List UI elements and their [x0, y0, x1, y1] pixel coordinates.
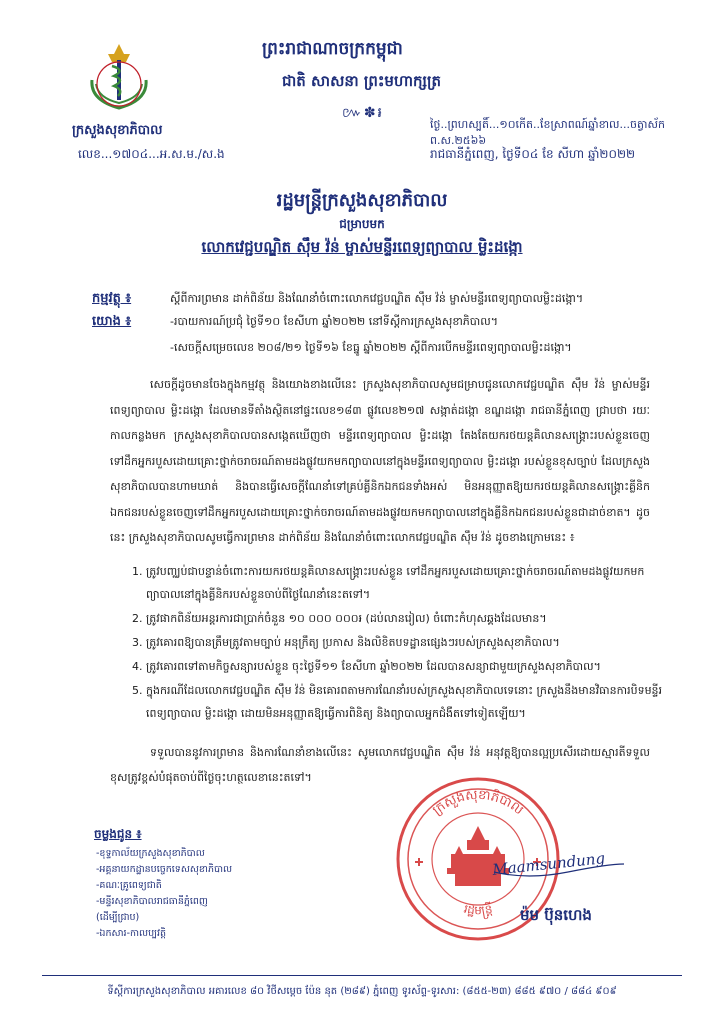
reference-number: លេខ...១៧០៤...អ.ស.ម./ស.ង — [78, 147, 225, 161]
decision-item: 4. ត្រូវគោរពទៅតាមកិច្ចសន្យារបស់ខ្លួន ចុះថ្ងៃទី១១ ខែសីហា ឆ្នាំ២០២២ ដែលបានសន្យាជាមួយក្រសួងសុខាភិបាល។ — [146, 655, 671, 678]
ministry-name: ក្រសួងសុខាភិបាល — [72, 123, 163, 138]
kingdom-title: ព្រះរាជាណាចក្រកម្ពុជា — [262, 39, 403, 59]
cc-item: -គណៈគ្រូពេទ្យជាតិ — [96, 880, 162, 891]
solar-date: រាជធានីភ្នំពេញ, ថ្ងៃទី០៤ ខែ សីហា ឆ្នាំ២០២២ — [430, 147, 636, 161]
cc-title: ចម្លងជូន ៖ — [94, 827, 142, 841]
seal-top-text: ក្រសួងសុខាភិបាល — [429, 787, 527, 819]
ornament-divider: ៚✽៛ — [342, 105, 384, 121]
national-motto: ជាតិ សាសនា ព្រះមហាក្សត្រ — [282, 72, 441, 90]
decision-list — [128, 560, 671, 726]
svg-text:រដ្ឋមន្ត្រី — [462, 901, 494, 921]
subject-text: ស្ដីពីការព្រមាន ដាក់ពិន័យ និងណែនាំចំពោះលោកវេជ្ជបណ្ឌិត ស៊ឹម វ៉ន់ ម្ចាស់មន្ទីរពេទ្យព្យាបាលម្លិះដង្កោ។ — [170, 292, 584, 305]
body-paragraph: សេចក្ដីដូចមានចែងក្នុងកម្មវត្ថុ និងយោងខាងលើនេះ ក្រសួងសុខាភិបាលសូមជម្រាបជូនលោកវេជ្ជបណ្ឌិត ស៊ឹម វ៉ន់ ម្ចាស់មន្ទីរពេទ្យព្យាបាល ម្លិះដង្កោ ដែលមានទីតាំងស្ថិតនៅផ្ទះលេខ១៨៣ ផ្លូវលេខ២១៧ សង្កាត់ដង្កោ ខណ្ឌដង្កោ រាជធានីភ្នំពេញ ជ្រាបថា រយៈកាលកន្លងមក ក្រសួងសុខាភិបាលបានសង្កេតឃើញថា មន្ទីរពេទ្យព្យាបាល ម្លិះដង្កោ តែងតែយករថយន្តគិលានសង្គ្រោះរបស់ខ្លួនចេញទៅដឹកអ្នករបួសដោយគ្រោះថ្នាក់ចរាចរណ៍តាមដងផ្លូវយកមកព្យាបាលនៅក្នុងមន្ទីរពេទ្យព្យាបាល ម្លិះដង្កោ របស់ខ្លួនខុសច្បាប់ ដែលក្រសួងសុខាភិបាលបានហាមឃាត់ និងបានធ្វើសេចក្ដីណែនាំទៅគ្រប់គ្លីនិកឯកជនទាំងអស់ មិនអនុញ្ញាតឱ្យយករថយន្តគិលានសង្គ្រោះគ្លីនិកឯកជនរបស់ខ្លួនចេញទៅដឹកអ្នករបួសដោយគ្រោះថ្នាក់ចរាចរណ៍តាមដងផ្លូវយកមកព្យាបាលនៅក្នុងគ្លីនិកឯកជនរបស់ខ្លួនជាដាច់ខាត។ ដូចនេះ ក្រសួងសុខាភិបាលសូមធ្វើការព្រមាន ដាក់ពិន័យ និងណែនាំចំពោះលោកវេជ្ជបណ្ឌិត ស៊ឹម វ៉ន់ ដូចខាងក្រោមនេះ ៖ — [110, 378, 650, 544]
signer-name: ម៉ម ប៊ុនហេង — [520, 906, 592, 924]
reference-item: -សេចក្ដីសម្រេចលេខ ២០៨/២១ ថ្ងៃទី១៦ ខែធ្នូ ឆ្នាំ២០២២ ស្ដីពីការបើកមន្ទីរពេទ្យព្យាបាលម្លិះដង្កោ។ — [170, 341, 572, 354]
svg-text:ក្រសួងសុខាភិបាល — [430, 788, 526, 819]
footer-address: ទីស្ដីការក្រសួងសុខាភិបាល អគារលេខ ៨០ វិថីសម្ដេច ប៉ែន នុត (២៨៩) ភ្នំពេញ ទូរស័ព្ទ-ទូរសារ: (៨៥៥-២៣) ៨៨៥ ៩៧០ / ៨៨៤ ៩០៩ — [107, 986, 617, 997]
cc-item: -ឯកសារ-កាលប្បវត្តិ — [96, 928, 166, 939]
salutation-label: ជម្រាបមក — [339, 217, 385, 231]
decision-item: 3. ត្រូវគោរពឱ្យបានត្រឹមត្រូវតាមច្បាប់ អនុក្រឹត្យ ប្រកាស និងលិខិតបទដ្ឋានផ្សេងៗរបស់ក្រសួងសុខាភិបាល។ — [146, 631, 671, 654]
closing-paragraph: ទទួលបាននូវការព្រមាន និងការណែនាំខាងលើនេះ សូមលោកវេជ្ជបណ្ឌិត ស៊ឹម វ៉ន់ អនុវត្តឱ្យបានល្អប្រសើរដោយស្មារតីទទួលខុសត្រូវខ្ពស់បំផុតចាប់ពីថ្ងៃចុះហត្ថលេខានេះតទៅ។ — [110, 746, 650, 784]
cc-item: -មន្ទីរសុខាភិបាលរាជធានីភ្នំពេញ — [96, 896, 208, 907]
footer-divider — [42, 975, 682, 976]
ministry-logo-icon — [84, 40, 154, 112]
reference-item: -របាយការណ៍ប្រជុំ ថ្ងៃទី១០ ខែសីហា ឆ្នាំ២០២២ នៅទីស្ដីការក្រសួងសុខាភិបាល។ — [170, 315, 498, 328]
cc-item: -អគ្គនាយកដ្ឋានបច្ចេកទេសសុខាភិបាល — [96, 864, 233, 875]
lunar-date: ថ្ងៃ..ព្រហស្បតិ៍...១០កើត..ខែស្រាពណ៍ឆ្នាំខាល...ចត្វាស័ក ព.ស.២៥៦៦ — [430, 118, 665, 147]
decision-item: 1. ត្រូវបញ្ឈប់ជាបន្ទាន់ចំពោះការយករថយន្តគិលានសង្គ្រោះរបស់ខ្លួន ទៅដឹកអ្នករបួសដោយគ្រោះថ្នាក់ចរាចរណ៍តាមដងផ្លូវយកមកព្យាបាលនៅក្នុងគ្លីនិករបស់ខ្លួនចាប់ពីថ្ងៃណែនាំនេះតទៅ។ — [146, 560, 671, 606]
decision-item: 2. ត្រូវផាកពិន័យអន្តរការជាប្រាក់ចំនួន ១០ ០០០ ០០០៛ (ដប់លានរៀល) ចំពោះកំហុសឆ្គងដែលមាន។ — [146, 607, 671, 630]
subject-label: កម្មវត្ថុ ៖ — [92, 291, 132, 306]
recipient-name: លោកវេជ្ជបណ្ឌិត ស៊ឹម វ៉ន់ ម្ចាស់មន្ទីរពេទ្យព្យាបាល ម្លិះដង្កោ — [201, 238, 523, 256]
signature-scribble: Maamsundung — [491, 849, 606, 879]
cc-list — [96, 846, 232, 942]
sender-title: រដ្ឋមន្ត្រីក្រសួងសុខាភិបាល — [276, 190, 448, 211]
decision-item: 5. ក្នុងករណីដែលលោកវេជ្ជបណ្ឌិត ស៊ឹម វ៉ន់ មិនគោរពតាមការណែនាំរបស់ក្រសួងសុខាភិបាលទេនោះ ក្រសួងនឹងមានវិធានការបិទមន្ទីរពេទ្យព្យាបាល ម្លិះដង្កោ ដោយមិនអនុញ្ញាតឱ្យធ្វើការពិនិត្យ និងព្យាបាលអ្នកជំងឺតទៅទៀតឡើយ។ — [146, 679, 671, 725]
cc-item: (ដើម្បីជ្រាប) — [96, 912, 140, 923]
seal-bottom-text: រដ្ឋមន្ត្រី — [462, 901, 494, 918]
cc-item: -ខុទ្ទកាល័យក្រសួងសុខាភិបាល — [96, 848, 205, 859]
reference-label: យោង ៖ — [92, 314, 132, 329]
signature-icon — [488, 842, 628, 882]
